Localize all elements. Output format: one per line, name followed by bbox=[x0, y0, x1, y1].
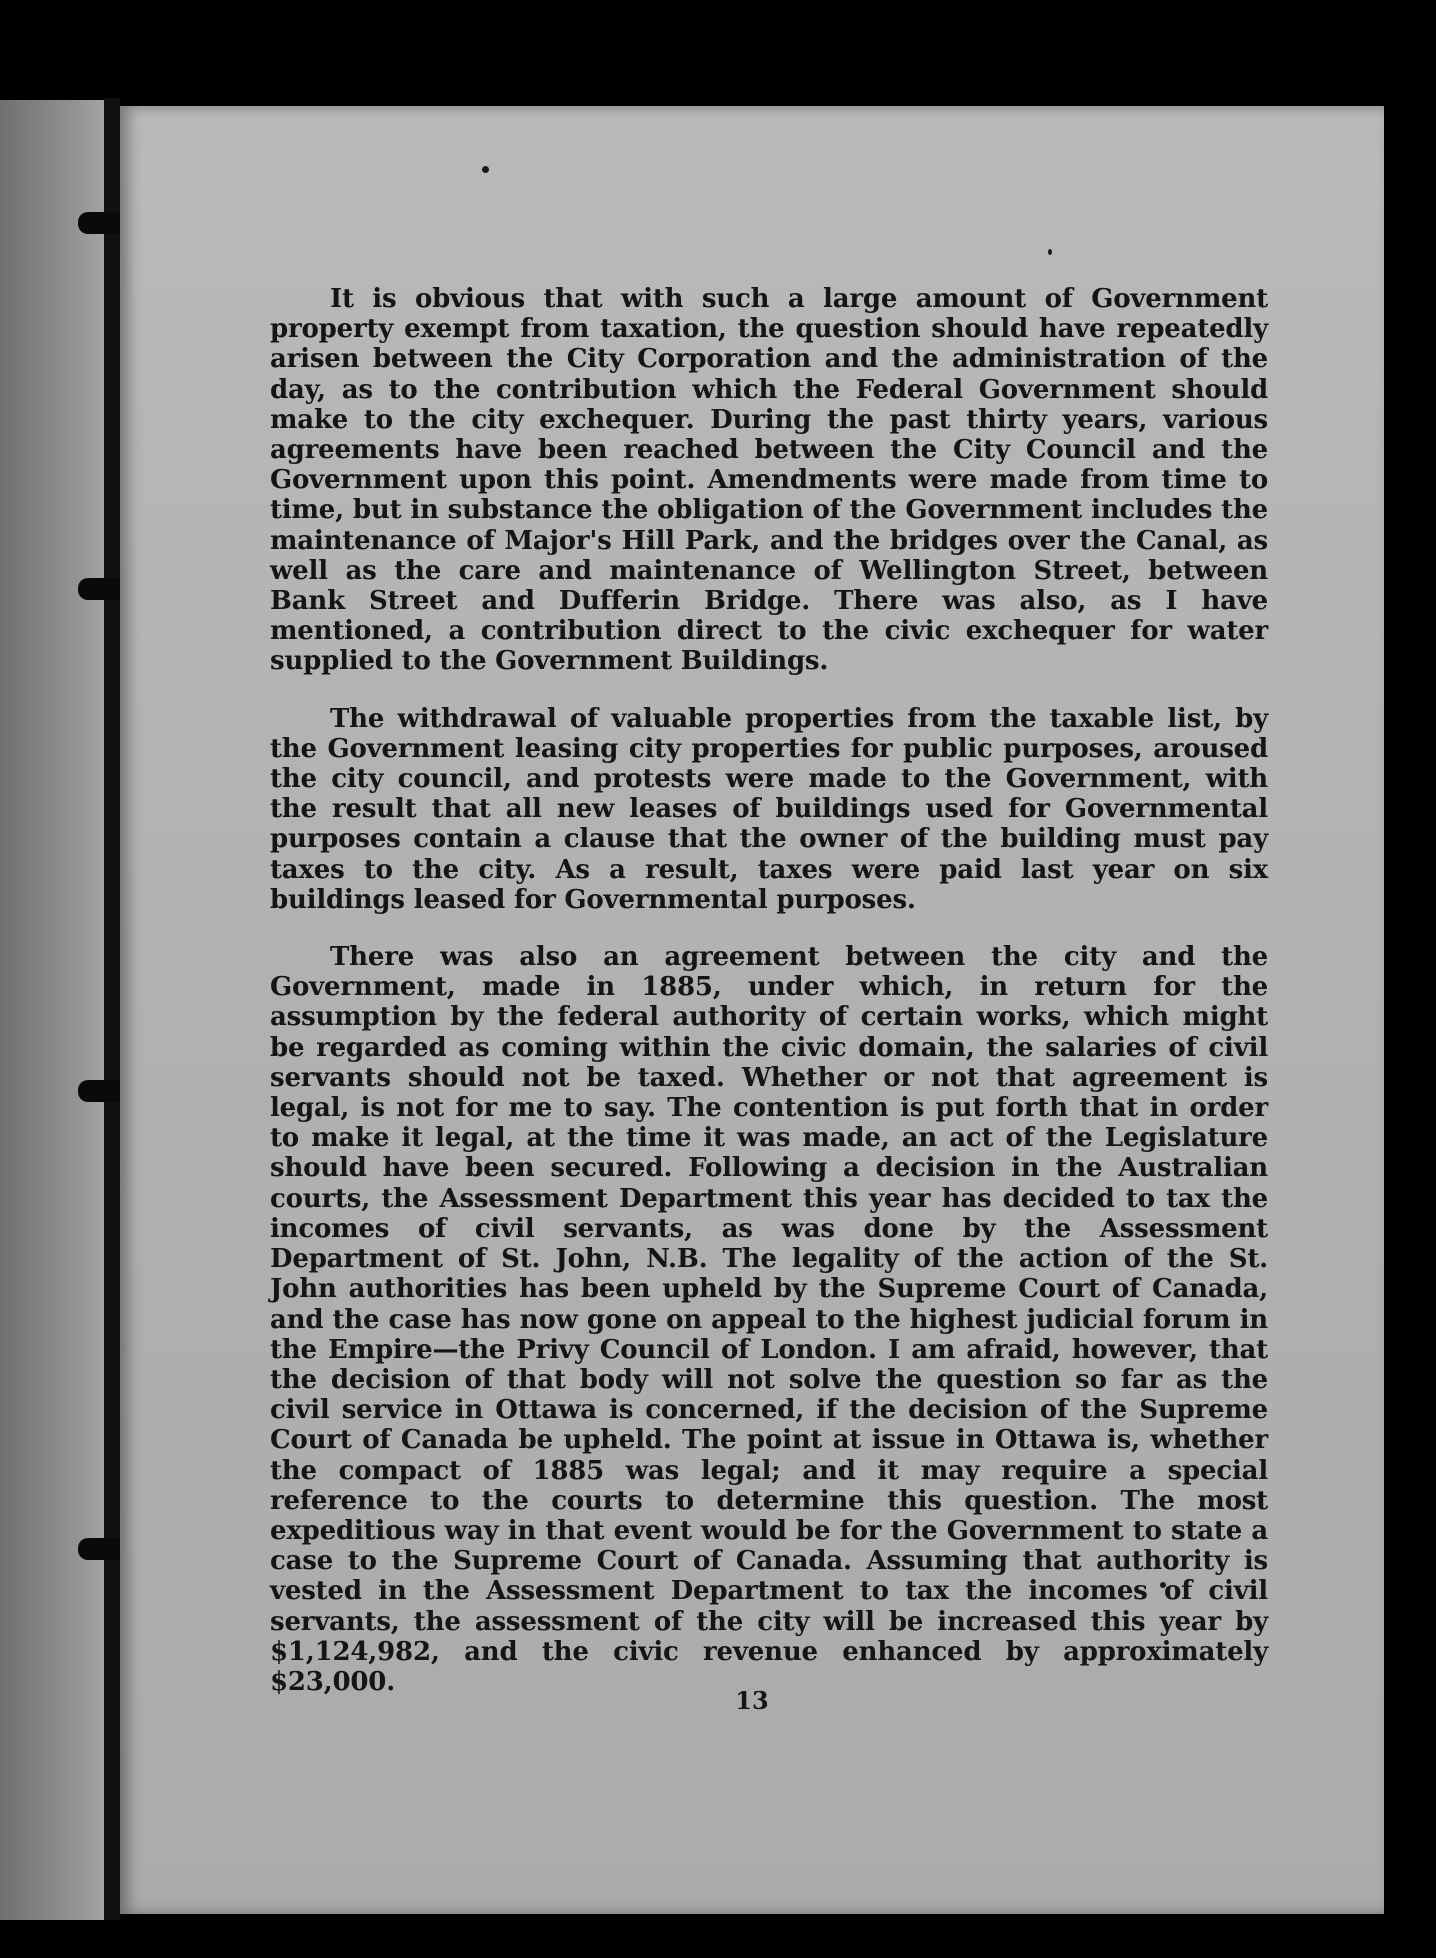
paragraph: There was also an agreement between the city and the Government, made in 1885, under which, in return for the assumption by the federal authority of certain works, which might be regarded as coming within the civic domain, the salaries of civil servants should not be taxed. Whether or not that agreement is legal, is not for me to say. The contention is put forth that in order to make it legal, at the time it was made, an act of the Legislature should have been secured. Following a decision in the Australian courts, the Assessment Department this year has decided to tax the incomes of civil servants, as was done by the Assessment Department of St. John, N.B. The legality of the action of the St. John authorities has been upheld by the Supreme Court of Canada, and the case has now gone on appeal to the highest judicial forum in the Empire—the Privy Council of London. I am afraid, however, that the decision of that body will not solve the question so far as the civil service in Ottawa is concerned, if the decision of the Supreme Court of Canada be upheld. The point at issue in Ottawa is, whether the compact of 1885 was legal; and it may require a special reference to the courts to determine this question. The most expeditious way in that event would be for the Government to state a case to the Supreme Court of Canada. Assuming that authority is vested in the Assessment Department to tax the incomes of civil servants, the assessment of the city will be increased this year by $1,124,982, and the civic revenue enhanced by approximately $23,000. bbox=[270, 942, 1268, 1697]
book-spine bbox=[104, 98, 120, 1920]
paragraph: It is obvious that with such a large amount of Government property exempt from taxation, the question should have repeatedly arisen between the City Corporation and the administration of the day, as to the contribution which the Federal Government should make to the city exchequer. During the past thirty years, various agreements have been reached between the City Council and the Government upon this point. Amendments were made from time to time, but in substance the obligation of the Government includes the maintenance of Major's Hill Park, and the bridges over the Canal, as well as the care and maintenance of Wellington Street, between Bank Street and Dufferin Bridge. There was also, as I have mentioned, a contribution direct to the civic exchequer for water supplied to the Government Buildings. bbox=[270, 284, 1268, 677]
paragraph: The withdrawal of valuable properties from the taxable list, by the Government leasing city properties for public purposes, aroused the city council, and protests were made to the Government, with the result that all new leases of buildings used for Governmental purposes contain a clause that the owner of the building must pay taxes to the city. As a result, taxes were paid last year on six buildings leased for Governmental purposes. bbox=[270, 703, 1268, 915]
body-text bbox=[270, 284, 1268, 1697]
page-number: 13 bbox=[735, 1686, 769, 1715]
document-page bbox=[120, 106, 1384, 1914]
left-page-edge bbox=[0, 100, 104, 1920]
ink-speck bbox=[1048, 249, 1052, 255]
ink-speck bbox=[482, 166, 489, 173]
